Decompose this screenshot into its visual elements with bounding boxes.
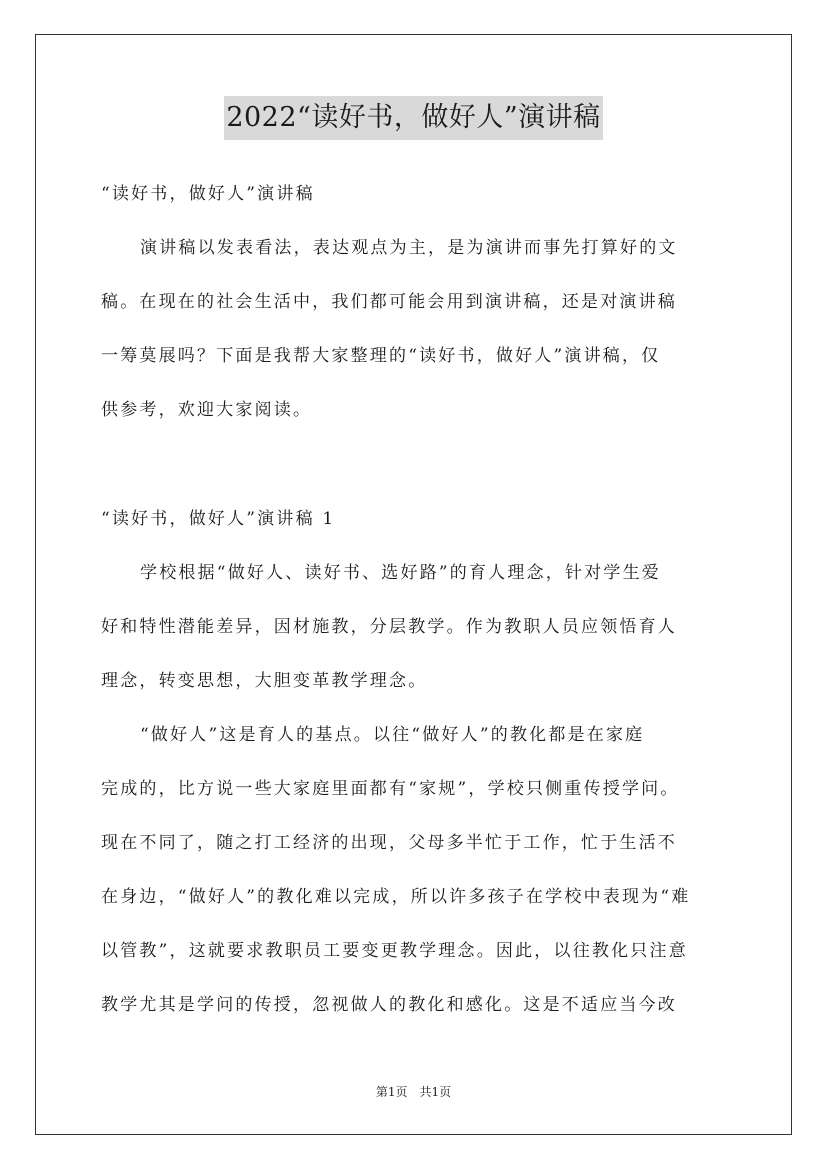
subtitle: “读好书，做好人”演讲稿	[101, 184, 315, 204]
intro-line: 稿。在现在的社会生活中，我们都可能会用到演讲稿，还是对演讲稿	[101, 292, 677, 312]
page-footer	[0, 1083, 827, 1101]
paragraph-line: 学校根据“做好人、读好书、选好路”的育人理念，针对学生爱	[140, 563, 661, 583]
title-container	[0, 96, 827, 140]
paragraph-line: 以管教”，这就要求教职员工要变更教学理念。因此，以往教化只注意	[101, 941, 688, 961]
document-title: 2022“读好书，做好人”演讲稿	[224, 96, 602, 140]
paragraph-line: 在身边，“做好人”的教化难以完成，所以许多孩子在学校中表现为“难	[101, 887, 691, 907]
paragraph-line: 现在不同了，随之打工经济的出现，父母多半忙于工作，忙于生活不	[101, 833, 677, 853]
intro-line: 供参考，欢迎大家阅读。	[101, 400, 313, 420]
page-number-label: 第1页 共1页	[375, 1085, 452, 1099]
paragraph-line: 教学尤其是学问的传授，忽视做人的教化和感化。这是不适应当今改	[101, 995, 677, 1015]
intro-line: 一筹莫展吗？下面是我帮大家整理的“读好书，做好人”演讲稿，仅	[101, 346, 661, 366]
paragraph-line: “做好人”这是育人的基点。以往“做好人”的教化都是在家庭	[140, 725, 645, 745]
paragraph-line: 理念，转变思想，大胆变革教学理念。	[101, 671, 428, 691]
paragraph-line: 完成的，比方说一些大家庭里面都有“家规”，学校只侧重传授学问。	[101, 779, 680, 799]
intro-line: 演讲稿以发表看法，表达观点为主，是为演讲而事先打算好的文	[140, 238, 678, 258]
section-heading: “读好书，做好人”演讲稿 1	[101, 509, 336, 529]
paragraph-line: 好和特性潜能差异，因材施教，分层教学。作为教职人员应领悟育人	[101, 617, 677, 637]
